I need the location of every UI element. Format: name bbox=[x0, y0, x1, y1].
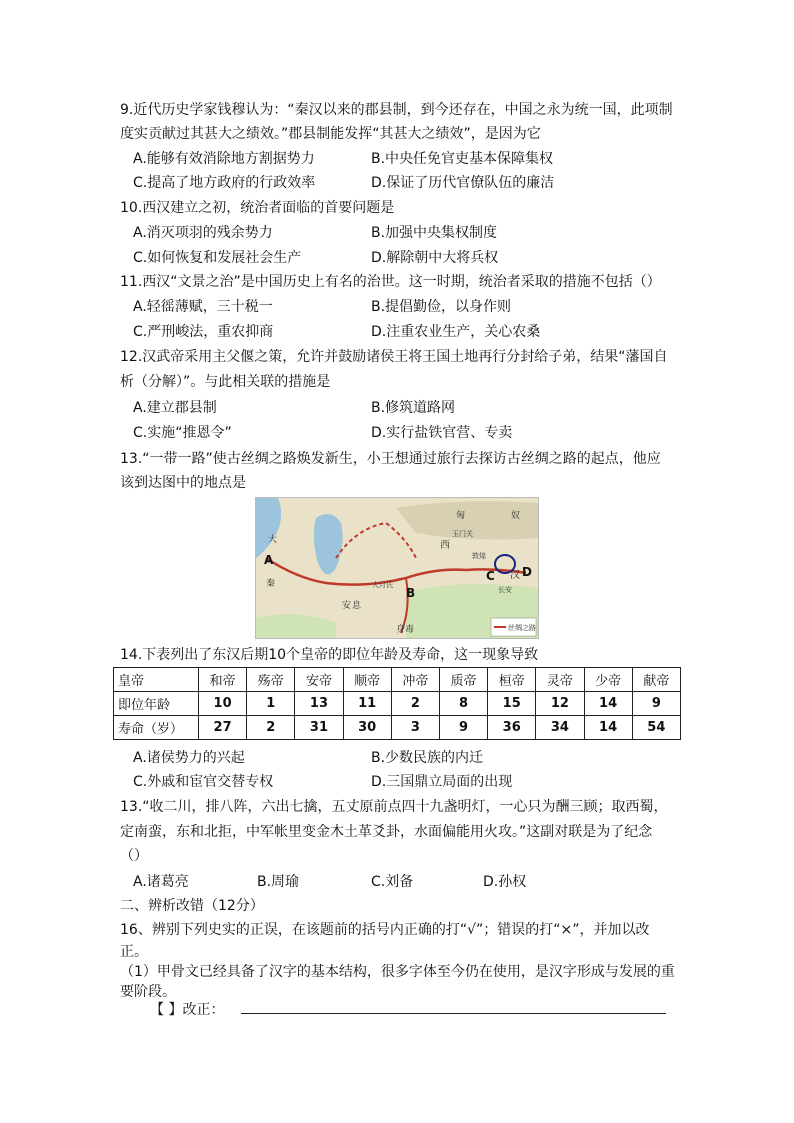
table-cell: 质帝 bbox=[439, 668, 487, 692]
table-cell: 献帝 bbox=[632, 668, 680, 692]
map-label-han: 汉 bbox=[510, 570, 520, 581]
table-row-label: 寿命（岁） bbox=[114, 716, 199, 740]
q15-stem-line1: 13.“收二川，排八阵，六出七擒，五丈原前点四十九盏明灯，一心只为酬三顾；取西蜀， bbox=[120, 799, 668, 815]
silk-road-map bbox=[255, 497, 539, 639]
table-cell: 12 bbox=[536, 692, 584, 716]
q16-item1-line2: 要阶段。 bbox=[120, 984, 176, 1000]
q11-option-c[interactable]: C.严刑峻法，重农抑商 bbox=[133, 324, 274, 340]
table-cell: 少帝 bbox=[584, 668, 632, 692]
q9-option-c[interactable]: C.提高了地方政府的行政效率 bbox=[133, 175, 316, 191]
table-cell: 2 bbox=[391, 692, 439, 716]
lifespan-row bbox=[114, 716, 681, 740]
q9-option-a[interactable]: A.能够有效消除地方割据势力 bbox=[133, 151, 315, 167]
map-label-dunhuang: 敦煌 bbox=[472, 552, 486, 560]
table-cell: 27 bbox=[199, 716, 247, 740]
table-cell: 11 bbox=[343, 692, 391, 716]
q15-option-b[interactable]: B.周瑜 bbox=[257, 874, 300, 890]
map-label-da: 大 bbox=[268, 535, 278, 545]
q9-stem-line1: 9.近代历史学家钱穆认为：“秦汉以来的郡县制，到今还存在，中国之永为统一国，此项制 bbox=[120, 102, 673, 118]
q12-option-d[interactable]: D.实行盐铁官营、专卖 bbox=[371, 425, 513, 441]
map-label-a: A bbox=[264, 553, 274, 567]
table-cell: 1 bbox=[247, 692, 295, 716]
q16-stem-line2: 正。 bbox=[120, 944, 148, 960]
q15-option-c[interactable]: C.刘备 bbox=[371, 874, 414, 890]
table-cell: 36 bbox=[488, 716, 536, 740]
map-label-shendu: 身毒 bbox=[396, 625, 415, 635]
silk-road-map-svg bbox=[256, 498, 538, 638]
q16-item1-line1: （1）甲骨文已经具备了汉字的基本结构，很多字体至今仍在使用，是汉字形成与发展的重 bbox=[120, 964, 675, 980]
table-cell: 54 bbox=[632, 716, 680, 740]
q10-option-d[interactable]: D.解除朝中大将兵权 bbox=[371, 250, 499, 266]
table-cell: 9 bbox=[632, 692, 680, 716]
table-cell: 桓帝 bbox=[488, 668, 536, 692]
table-cell: 和帝 bbox=[199, 668, 247, 692]
map-label-anxi: 安 bbox=[342, 601, 352, 611]
map-legend-label: 丝绸之路 bbox=[508, 624, 536, 632]
table-cell: 34 bbox=[536, 716, 584, 740]
q15-option-a[interactable]: A.诸葛亮 bbox=[133, 874, 189, 890]
q11-option-d[interactable]: D.注重农业生产，关心农桑 bbox=[371, 324, 541, 340]
table-cell: 8 bbox=[439, 692, 487, 716]
q9-option-d[interactable]: D.保证了历代官僚队伍的廉洁 bbox=[371, 175, 555, 191]
q10-option-a[interactable]: A.消灭项羽的残余势力 bbox=[133, 225, 273, 241]
map-label-b: B bbox=[406, 586, 416, 600]
q13-stem-line2: 该到达图中的地点是 bbox=[120, 475, 246, 491]
map-label-dayue: 大月氏 bbox=[372, 581, 393, 589]
map-label-c: C bbox=[486, 569, 495, 583]
emperor-table bbox=[113, 667, 681, 740]
q16-correction-blank[interactable] bbox=[241, 1013, 666, 1014]
q14-option-d[interactable]: D.三国鼎立局面的出现 bbox=[371, 774, 513, 790]
q16-answer-bracket[interactable]: 【 】改正： bbox=[150, 1002, 225, 1018]
accession-age-row bbox=[114, 692, 681, 716]
q12-option-a[interactable]: A.建立郡县制 bbox=[133, 400, 217, 416]
table-cell: 灵帝 bbox=[536, 668, 584, 692]
emperor-table-body bbox=[114, 668, 681, 740]
q14-stem: 14.下表列出了东汉后期10个皇帝的即位年龄及寿命，这一现象导致 bbox=[120, 647, 539, 663]
q11-option-b[interactable]: B.提倡勤俭，以身作则 bbox=[371, 299, 512, 315]
q12-option-b[interactable]: B.修筑道路网 bbox=[371, 400, 456, 416]
q11-option-a[interactable]: A.轻徭薄赋，三十税一 bbox=[133, 299, 273, 315]
q9-option-b[interactable]: B.中央任免官吏基本保障集权 bbox=[371, 151, 554, 167]
map-label-yumen: 玉门关 bbox=[452, 530, 473, 538]
q11-stem: 11.西汉“文景之治”是中国历史上有名的治世。这一时期，统治者采取的措施不包括（） bbox=[120, 274, 661, 290]
table-cell: 31 bbox=[295, 716, 343, 740]
section-2-title: 二、辨析改错（12分） bbox=[120, 898, 264, 914]
q16-stem-line1: 16、辨别下列史实的正误，在该题前的括号内正确的打“√”；错误的打“×”，并加以改 bbox=[120, 922, 650, 938]
q12-stem-line2: 析（分解）”。与此相关联的措施是 bbox=[120, 374, 331, 390]
table-cell: 安帝 bbox=[295, 668, 343, 692]
q12-option-c[interactable]: C.实施“推恩令” bbox=[133, 425, 232, 441]
table-cell: 15 bbox=[488, 692, 536, 716]
table-cell: 顺帝 bbox=[343, 668, 391, 692]
table-cell: 30 bbox=[343, 716, 391, 740]
table-cell: 14 bbox=[584, 692, 632, 716]
q10-stem: 10.西汉建立之初，统治者面临的首要问题是 bbox=[120, 200, 395, 216]
table-cell: 10 bbox=[199, 692, 247, 716]
table-row-label: 即位年龄 bbox=[114, 692, 199, 716]
map-label-changan: 长安 bbox=[498, 586, 512, 594]
table-cell: 冲帝 bbox=[391, 668, 439, 692]
q13-stem-line1: 13.“一带一路”使古丝绸之路焕发新生，小王想通过旅行去探访古丝绸之路的起点，他应 bbox=[120, 451, 661, 467]
q15-option-d[interactable]: D.孙权 bbox=[483, 874, 527, 890]
table-cell: 13 bbox=[295, 692, 343, 716]
map-label-d: D bbox=[522, 565, 532, 579]
q14-option-c[interactable]: C.外戚和宦官交替专权 bbox=[133, 774, 274, 790]
table-cell: 殇帝 bbox=[247, 668, 295, 692]
table-cell: 14 bbox=[584, 716, 632, 740]
q9-stem-line2: 度实贡献过其甚大之绩效。”郡县制能发挥“其甚大之绩效”，是因为它 bbox=[120, 126, 541, 142]
q10-option-c[interactable]: C.如何恢复和发展社会生产 bbox=[133, 250, 302, 266]
table-cell: 3 bbox=[391, 716, 439, 740]
map-label-xiongnu1: 匈 bbox=[456, 511, 466, 521]
q15-stem-line3: （） bbox=[120, 848, 148, 864]
map-label-qin: 秦 bbox=[266, 579, 276, 589]
table-cell: 2 bbox=[247, 716, 295, 740]
q15-stem-line2: 定南蛮，东和北拒，中军帐里变金木土革爻卦，水面偏能用火攻。”这副对联是为了纪念 bbox=[120, 824, 653, 840]
table-cell: 9 bbox=[439, 716, 487, 740]
emperor-name-row bbox=[114, 668, 681, 692]
q14-option-b[interactable]: B.少数民族的内迁 bbox=[371, 750, 484, 766]
map-label-anxi2: 息 bbox=[352, 601, 362, 611]
q12-stem-line1: 12.汉武帝采用主父偃之策，允许并鼓励诸侯王将王国土地再行分封给子弟，结果“藩国自 bbox=[120, 349, 668, 365]
q14-option-a[interactable]: A.诸侯势力的兴起 bbox=[133, 750, 245, 766]
map-label-xiongnu2: 奴 bbox=[511, 511, 521, 521]
table-row-label: 皇帝 bbox=[114, 668, 199, 692]
map-label-xi: 西 bbox=[440, 540, 450, 551]
q10-option-b[interactable]: B.加强中央集权制度 bbox=[371, 225, 498, 241]
